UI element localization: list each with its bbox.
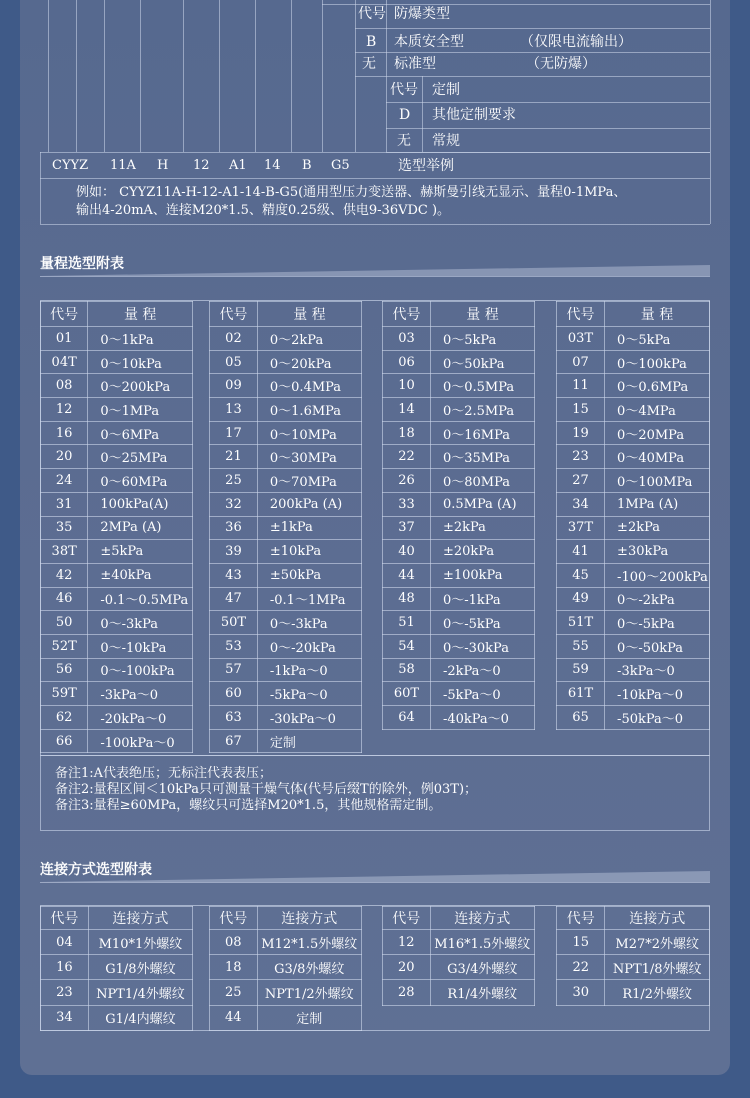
- value-cell: 1MPa (A): [605, 492, 710, 516]
- value-cell: ±50kPa: [257, 563, 361, 587]
- code-cell: 05: [210, 350, 258, 374]
- value-cell: G3/4外螺纹: [430, 955, 534, 980]
- custom-header-name: 定制: [432, 82, 460, 98]
- explosion-header-code: 代号: [358, 6, 386, 22]
- code-cell: 17: [210, 421, 258, 445]
- explosion-code: 无: [362, 56, 376, 72]
- column-header-value: 量 程: [605, 302, 710, 327]
- value-cell: -3kPa～0: [88, 682, 193, 706]
- value-cell: ±20kPa: [430, 540, 534, 564]
- value-cell: 0～-5kPa: [430, 611, 534, 635]
- value-cell: 0～100kPa: [605, 350, 710, 374]
- code-cell: 50: [41, 611, 88, 635]
- code-cell: 46: [41, 587, 88, 611]
- value-cell: 0～-5kPa: [605, 611, 710, 635]
- code-cell: 25: [210, 980, 258, 1005]
- value-cell: 0～-10kPa: [88, 634, 193, 658]
- value-cell: R1/2外螺纹: [605, 980, 710, 1005]
- model-cell: H: [157, 158, 169, 173]
- value-cell: -0.1～0.5MPa: [88, 587, 193, 611]
- code-cell: 03: [383, 327, 431, 351]
- explosion-name: 本质安全型: [394, 34, 464, 50]
- code-cell: 48: [383, 587, 431, 611]
- value-cell: G1/8外螺纹: [88, 955, 192, 980]
- value-cell: -40kPa～0: [430, 706, 534, 730]
- code-cell: 49: [557, 587, 605, 611]
- value-cell: 0～4MPa: [605, 398, 710, 422]
- value-cell: 0～100MPa: [605, 469, 710, 493]
- code-cell: 28: [383, 980, 431, 1005]
- code-cell: 07: [557, 350, 605, 374]
- code-cell: 64: [383, 706, 431, 730]
- value-cell: ±2kPa: [430, 516, 534, 540]
- value-cell: 0～70MPa: [257, 469, 361, 493]
- model-cell: 11A: [110, 158, 136, 173]
- value-cell: 0～1MPa: [88, 398, 193, 422]
- value-cell: 0～2.5MPa: [430, 398, 534, 422]
- custom-name: 常规: [432, 133, 460, 149]
- value-cell: 0～-20kPa: [257, 634, 361, 658]
- explosion-note: （仅限电流输出）: [520, 34, 632, 50]
- value-cell: -10kPa～0: [605, 682, 710, 706]
- value-cell: G1/4内螺纹: [88, 1005, 192, 1030]
- column-header-code: 代号: [383, 302, 431, 327]
- code-cell: 52T: [41, 634, 88, 658]
- example-line-1: 例如： CYYZ11A-H-12-A1-14-B-G5(通用型压力变送器、赫斯曼引线无显示、量程0-1MPa、: [76, 185, 627, 200]
- value-cell: ±100kPa: [430, 563, 534, 587]
- column-header-value: 量 程: [257, 302, 361, 327]
- range-frame: [40, 300, 710, 756]
- code-cell: 50T: [210, 611, 258, 635]
- column-header-code: 代号: [383, 907, 431, 930]
- code-cell: 26: [383, 469, 431, 493]
- code-cell: 53: [210, 634, 258, 658]
- value-cell: -1kPa～0: [257, 658, 361, 682]
- code-cell: 09: [210, 374, 258, 398]
- section-divider: [40, 871, 710, 883]
- value-cell: 0～0.4MPa: [257, 374, 361, 398]
- code-cell: 58: [383, 658, 431, 682]
- code-cell: 41: [557, 540, 605, 564]
- code-cell: 14: [383, 398, 431, 422]
- value-cell: 0～20kPa: [257, 350, 361, 374]
- value-cell: 0～40MPa: [605, 445, 710, 469]
- value-cell: M27*2外螺纹: [605, 930, 710, 955]
- value-cell: M10*1外螺纹: [88, 930, 192, 955]
- code-cell: 57: [210, 658, 258, 682]
- value-cell: -20kPa～0: [88, 706, 193, 730]
- code-cell: 18: [383, 421, 431, 445]
- code-cell: 66: [41, 729, 88, 753]
- code-cell: 20: [383, 955, 431, 980]
- code-cell: 22: [557, 955, 605, 980]
- code-cell: 60T: [383, 682, 431, 706]
- note-3: 备注3:量程≥60MPa，螺纹只可选择M20*1.5，其他规格需定制。: [55, 798, 442, 813]
- column-header-value: 连接方式: [257, 907, 361, 930]
- value-cell: 0～1kPa: [88, 327, 193, 351]
- column-header-code: 代号: [41, 907, 89, 930]
- value-cell: -50kPa～0: [605, 706, 710, 730]
- value-cell: 2MPa (A): [88, 516, 193, 540]
- code-cell: 30: [557, 980, 605, 1005]
- value-cell: R1/4外螺纹: [430, 980, 534, 1005]
- value-cell: 0～0.5MPa: [430, 374, 534, 398]
- value-cell: 0～60MPa: [88, 469, 193, 493]
- code-cell: 32: [210, 492, 258, 516]
- code-cell: 27: [557, 469, 605, 493]
- code-cell: 12: [41, 398, 88, 422]
- value-cell: M16*1.5外螺纹: [430, 930, 534, 955]
- value-cell: 0～200kPa: [88, 374, 193, 398]
- value-cell: NPT1/8外螺纹: [605, 955, 710, 980]
- code-cell: 45: [557, 563, 605, 587]
- example-line-2: 输出4-20mA、连接M20*1.5、精度0.25级、供电9-36VDC )。: [76, 203, 451, 218]
- value-cell: -30kPa～0: [257, 706, 361, 730]
- code-cell: 51T: [557, 611, 605, 635]
- code-cell: 16: [41, 421, 88, 445]
- explosion-header-name: 防爆类型: [394, 6, 450, 22]
- code-cell: 25: [210, 469, 258, 493]
- value-cell: 定制: [257, 1005, 361, 1030]
- value-cell: ±5kPa: [88, 540, 193, 564]
- code-cell: 63: [210, 706, 258, 730]
- code-cell: 42: [41, 563, 88, 587]
- value-cell: 0～-30kPa: [430, 634, 534, 658]
- custom-name: 其他定制要求: [432, 107, 516, 123]
- value-cell: M12*1.5外螺纹: [257, 930, 361, 955]
- value-cell: -3kPa～0: [605, 658, 710, 682]
- code-cell: 13: [210, 398, 258, 422]
- code-cell: 23: [41, 980, 89, 1005]
- value-cell: -5kPa～0: [257, 682, 361, 706]
- value-cell: 0～5kPa: [605, 327, 710, 351]
- connection-frame: [40, 905, 710, 1031]
- value-cell: 100kPa(A): [88, 492, 193, 516]
- code-cell: 24: [41, 469, 88, 493]
- code-cell: 62: [41, 706, 88, 730]
- code-cell: 60: [210, 682, 258, 706]
- explosion-note: （无防爆）: [526, 56, 596, 72]
- code-cell: 37T: [557, 516, 605, 540]
- value-cell: 0～-50kPa: [605, 634, 710, 658]
- value-cell: 0～-3kPa: [88, 611, 193, 635]
- range-section-title: 量程选型附表: [40, 256, 124, 272]
- code-cell: 39: [210, 540, 258, 564]
- code-cell: 12: [383, 930, 431, 955]
- value-cell: 0～-100kPa: [88, 658, 193, 682]
- model-cell: A1: [229, 158, 247, 173]
- column-header-code: 代号: [210, 302, 258, 327]
- value-cell: -100～200kPa: [605, 563, 710, 587]
- model-cell: 12: [193, 158, 210, 173]
- value-cell: -2kPa～0: [430, 658, 534, 682]
- value-cell: G3/8外螺纹: [257, 955, 361, 980]
- value-cell: 0～1.6MPa: [257, 398, 361, 422]
- code-cell: 18: [210, 955, 258, 980]
- code-cell: 06: [383, 350, 431, 374]
- value-cell: 0.5MPa (A): [430, 492, 534, 516]
- column-header-value: 连接方式: [430, 907, 534, 930]
- code-cell: 11: [557, 374, 605, 398]
- code-cell: 23: [557, 445, 605, 469]
- column-header-value: 连接方式: [88, 907, 192, 930]
- value-cell: -100kPa～0: [88, 729, 193, 753]
- column-header-code: 代号: [557, 907, 605, 930]
- value-cell: 0～0.6MPa: [605, 374, 710, 398]
- code-cell: 31: [41, 492, 88, 516]
- value-cell: 0～-2kPa: [605, 587, 710, 611]
- code-cell: 37: [383, 516, 431, 540]
- range-notes: [40, 755, 710, 831]
- value-cell: ±10kPa: [257, 540, 361, 564]
- column-header-code: 代号: [557, 302, 605, 327]
- value-cell: 0～50kPa: [430, 350, 534, 374]
- value-cell: 0～10kPa: [88, 350, 193, 374]
- code-cell: 21: [210, 445, 258, 469]
- explosion-name: 标准型: [394, 56, 436, 72]
- code-cell: 02: [210, 327, 258, 351]
- code-cell: 08: [41, 374, 88, 398]
- model-example-label: 选型举例: [398, 158, 454, 174]
- value-cell: 定制: [257, 729, 361, 753]
- code-cell: 54: [383, 634, 431, 658]
- value-cell: ±1kPa: [257, 516, 361, 540]
- model-cell: B: [302, 158, 312, 173]
- code-cell: 01: [41, 327, 88, 351]
- code-cell: 44: [383, 563, 431, 587]
- code-cell: 22: [383, 445, 431, 469]
- value-cell: 0～-1kPa: [430, 587, 534, 611]
- custom-header-code: 代号: [390, 82, 418, 98]
- value-cell: NPT1/4外螺纹: [88, 980, 192, 1005]
- code-cell: 35: [41, 516, 88, 540]
- value-cell: 200kPa (A): [257, 492, 361, 516]
- column-header-code: 代号: [41, 302, 88, 327]
- code-cell: 20: [41, 445, 88, 469]
- value-cell: 0～-3kPa: [257, 611, 361, 635]
- value-cell: 0～25MPa: [88, 445, 193, 469]
- code-cell: 34: [557, 492, 605, 516]
- value-cell: NPT1/2外螺纹: [257, 980, 361, 1005]
- code-cell: 40: [383, 540, 431, 564]
- value-cell: -5kPa～0: [430, 682, 534, 706]
- value-cell: ±30kPa: [605, 540, 710, 564]
- value-cell: 0～2kPa: [257, 327, 361, 351]
- column-header-code: 代号: [210, 907, 258, 930]
- code-cell: 15: [557, 398, 605, 422]
- value-cell: 0～5kPa: [430, 327, 534, 351]
- value-cell: 0～80MPa: [430, 469, 534, 493]
- column-header-value: 连接方式: [605, 907, 710, 930]
- code-cell: 33: [383, 492, 431, 516]
- value-cell: 0～10MPa: [257, 421, 361, 445]
- model-cell: CYYZ: [52, 158, 89, 173]
- code-cell: 56: [41, 658, 88, 682]
- code-cell: 08: [210, 930, 258, 955]
- section-divider: [40, 265, 710, 277]
- code-cell: 16: [41, 955, 89, 980]
- custom-code: D: [399, 107, 411, 123]
- conn-section-title: 连接方式选型附表: [40, 862, 152, 878]
- value-cell: 0～30MPa: [257, 445, 361, 469]
- value-cell: 0～16MPa: [430, 421, 534, 445]
- code-cell: 34: [41, 1005, 89, 1030]
- value-cell: 0～6MPa: [88, 421, 193, 445]
- code-cell: 61T: [557, 682, 605, 706]
- code-cell: 19: [557, 421, 605, 445]
- code-cell: 38T: [41, 540, 88, 564]
- note-1: 备注1:A代表绝压；无标注代表表压；: [55, 766, 273, 781]
- model-cell: G5: [331, 158, 350, 173]
- code-cell: 10: [383, 374, 431, 398]
- value-cell: 0～35MPa: [430, 445, 534, 469]
- column-header-value: 量 程: [430, 302, 534, 327]
- code-cell: 44: [210, 1005, 258, 1030]
- code-cell: 15: [557, 930, 605, 955]
- code-cell: 51: [383, 611, 431, 635]
- column-header-value: 量 程: [88, 302, 193, 327]
- code-cell: 36: [210, 516, 258, 540]
- code-cell: 55: [557, 634, 605, 658]
- code-cell: 59T: [41, 682, 88, 706]
- value-cell: -0.1～1MPa: [257, 587, 361, 611]
- note-2: 备注2:量程区间＜10kPa只可测量干燥气体(代号后缀T的除外，例03T)；: [55, 782, 478, 797]
- code-cell: 47: [210, 587, 258, 611]
- value-cell: 0～20MPa: [605, 421, 710, 445]
- value-cell: ±40kPa: [88, 563, 193, 587]
- custom-code: 无: [397, 133, 411, 149]
- code-cell: 59: [557, 658, 605, 682]
- value-cell: ±2kPa: [605, 516, 710, 540]
- code-cell: 04: [41, 930, 89, 955]
- code-cell: 67: [210, 729, 258, 753]
- model-cell: 14: [264, 158, 281, 173]
- explosion-code: B: [366, 34, 377, 50]
- code-cell: 04T: [41, 350, 88, 374]
- code-cell: 03T: [557, 327, 605, 351]
- code-cell: 65: [557, 706, 605, 730]
- code-cell: 43: [210, 563, 258, 587]
